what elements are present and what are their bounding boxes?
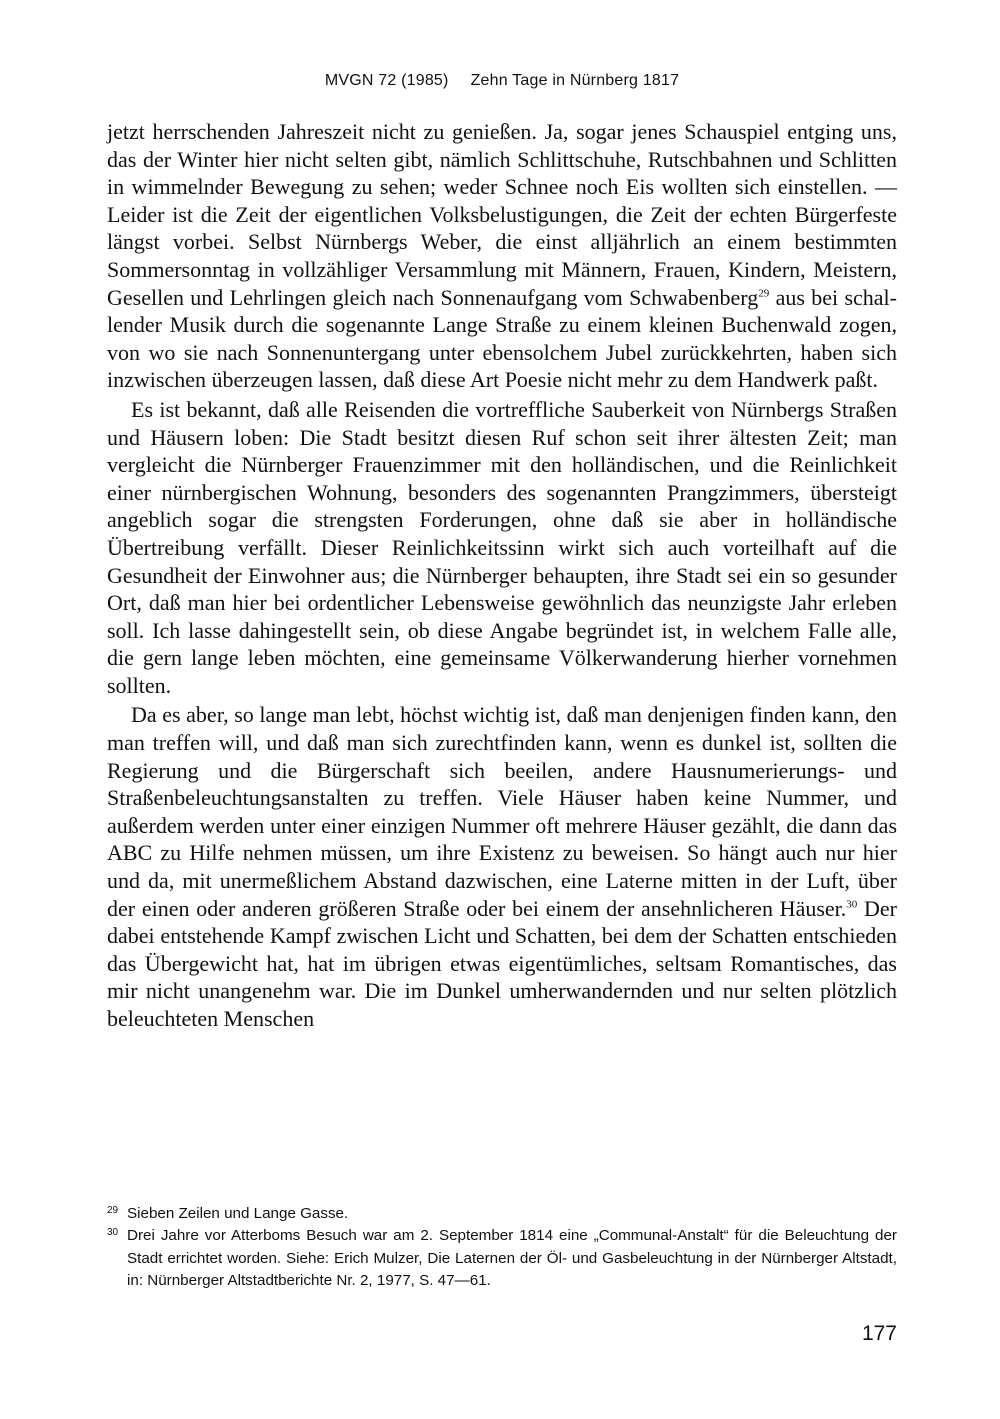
body-text <box>107 118 897 1035</box>
article-title: Zehn Tage in Nürnberg 1817 <box>470 72 680 89</box>
running-header <box>107 72 897 90</box>
footnote-29 <box>107 1203 897 1225</box>
footnote-text: Drei Jahre vor Atterboms Besuch war am 2. September 1814 eine „Communal-Anstalt“ für die Beleuchtung der Stadt errichtet worden. Siehe: Erich Mulzer, Die Laternen der Öl- und Gasbeleuchtung in der Nürnberger Altstadt, in: Nürnberger Altstadtberichte Nr. 2, 1977, S. 47—61. <box>127 1227 897 1289</box>
footnote-ref-29[interactable]: 29 <box>758 287 770 300</box>
footnotes <box>107 1203 897 1292</box>
footnote-number: 30 <box>107 1227 119 1239</box>
footnote-number: 29 <box>107 1205 119 1216</box>
document-page <box>107 0 897 1419</box>
footnote-text: Sieben Zeilen und Lange Gasse. <box>127 1205 349 1222</box>
footnote-30 <box>107 1225 897 1292</box>
journal-reference: MVGN 72 (1985) <box>324 72 449 89</box>
page-number: 177 <box>861 1322 897 1345</box>
paragraph-2: Es ist bekannt, daß alle Reisenden die vortreffliche Sauberkeit von Nürnbergs Straßen und Häusern loben: Die Stadt besitzt diesen Ruf schon seit ihrer ältesten Zeit; man vergleicht die Nürnberger Frauenzimmer mit den holländischen, und die Reinlichkeit einer nürnbergischen Wohnung, besonders des sogenannten Prangzimmers, übersteigt angeblich sogar die strengsten Forderungen, ohne daß sie aber in holländische Übertreibung verfällt. Dieser Reinlichkeitssinn wirkt sich auch vorteilhaft auf die Gesundheit der Einwohner aus; die Nürnberger behaupten, ihre Stadt sei ein so gesunder Ort, daß man hier bei ordentlicher Lebensweise gewöhnlich das neunzigste Jahr erleben soll. Ich lasse dahingestellt sein, ob diese Angabe begründet ist, in welchem Falle alle, die gern lange leben möchten, eine gemeinsame Völkerwanderung hierher vornehmen sollten. <box>107 396 897 698</box>
footnote-ref-30[interactable]: 30 <box>846 898 858 911</box>
paragraph-3: Da es aber, so lange man lebt, höchst wichtig ist, daß man denjenigen finden kann, den man treffen will, und daß man sich zurechtfinden kann, wenn es dunkel ist, sollten die Regierung und die Bürgerschaft sich beeilen, andere Hausnumerierungs- und Straßenbeleuchtungsanstalten zu treffen. Viele Häuser haben keine Nummer, und außerdem werden unter einer einzigen Nummer oft mehrere Häuser gezählt, die dann das ABC zu Hilfe nehmen müssen, um ihre Existenz zu beweisen. So hängt auch nur hier und da, mit unermeßlichem Abstand dazwischen, eine Laterne mitten in der Luft, über der einen oder anderen größeren Straße oder bei einem der ansehnlicheren Häuser.$^{30}$ Der dabei entstehende Kampf zwischen Licht und Schatten, bei dem der Schatten entschieden das Übergewicht hat, hat im übrigen etwas eigentümliches, seltsam Romantisches, das mir nicht unangenehm war. Die im Dunkel umherwandernden und nur selten plötzlich beleuchteten Menschen <box>107 702 897 1031</box>
paragraph-1: jetzt herrschenden Jahreszeit nicht zu genießen. Ja, sogar jenes Schauspiel entging uns, das der Winter hier nicht selten gibt, nämlich Schlittschuhe, Rutschbahnen und Schlitten in wimmelnder Bewegung zu sehen; weder Schnee noch Eis wollten sich einstellen. — Leider ist die Zeit der eigentlichen Volksbelustigungen, die Zeit der echten Bürgerfeste längst vorbei. Selbst Nürnbergs Weber, die einst alljährlich an einem bestimmten Sommersonntag in vollzähliger Versammlung mit Männern, Frauen, Kindern, Meistern, Gesellen und Lehrlingen gleich nach Sonnenaufgang vom Schwabenberg$^{29}$ aus bei schallender Musik durch die sogenannte Lange Straße zu einem kleinen Buchenwald zogen, von wo sie nach Sonnenuntergang unter ebensolchem Jubel zurückkehrten, haben sich inzwischen überzeugen lassen, daß diese Art Poesie nicht mehr zu dem Handwerk paßt. <box>107 119 897 393</box>
